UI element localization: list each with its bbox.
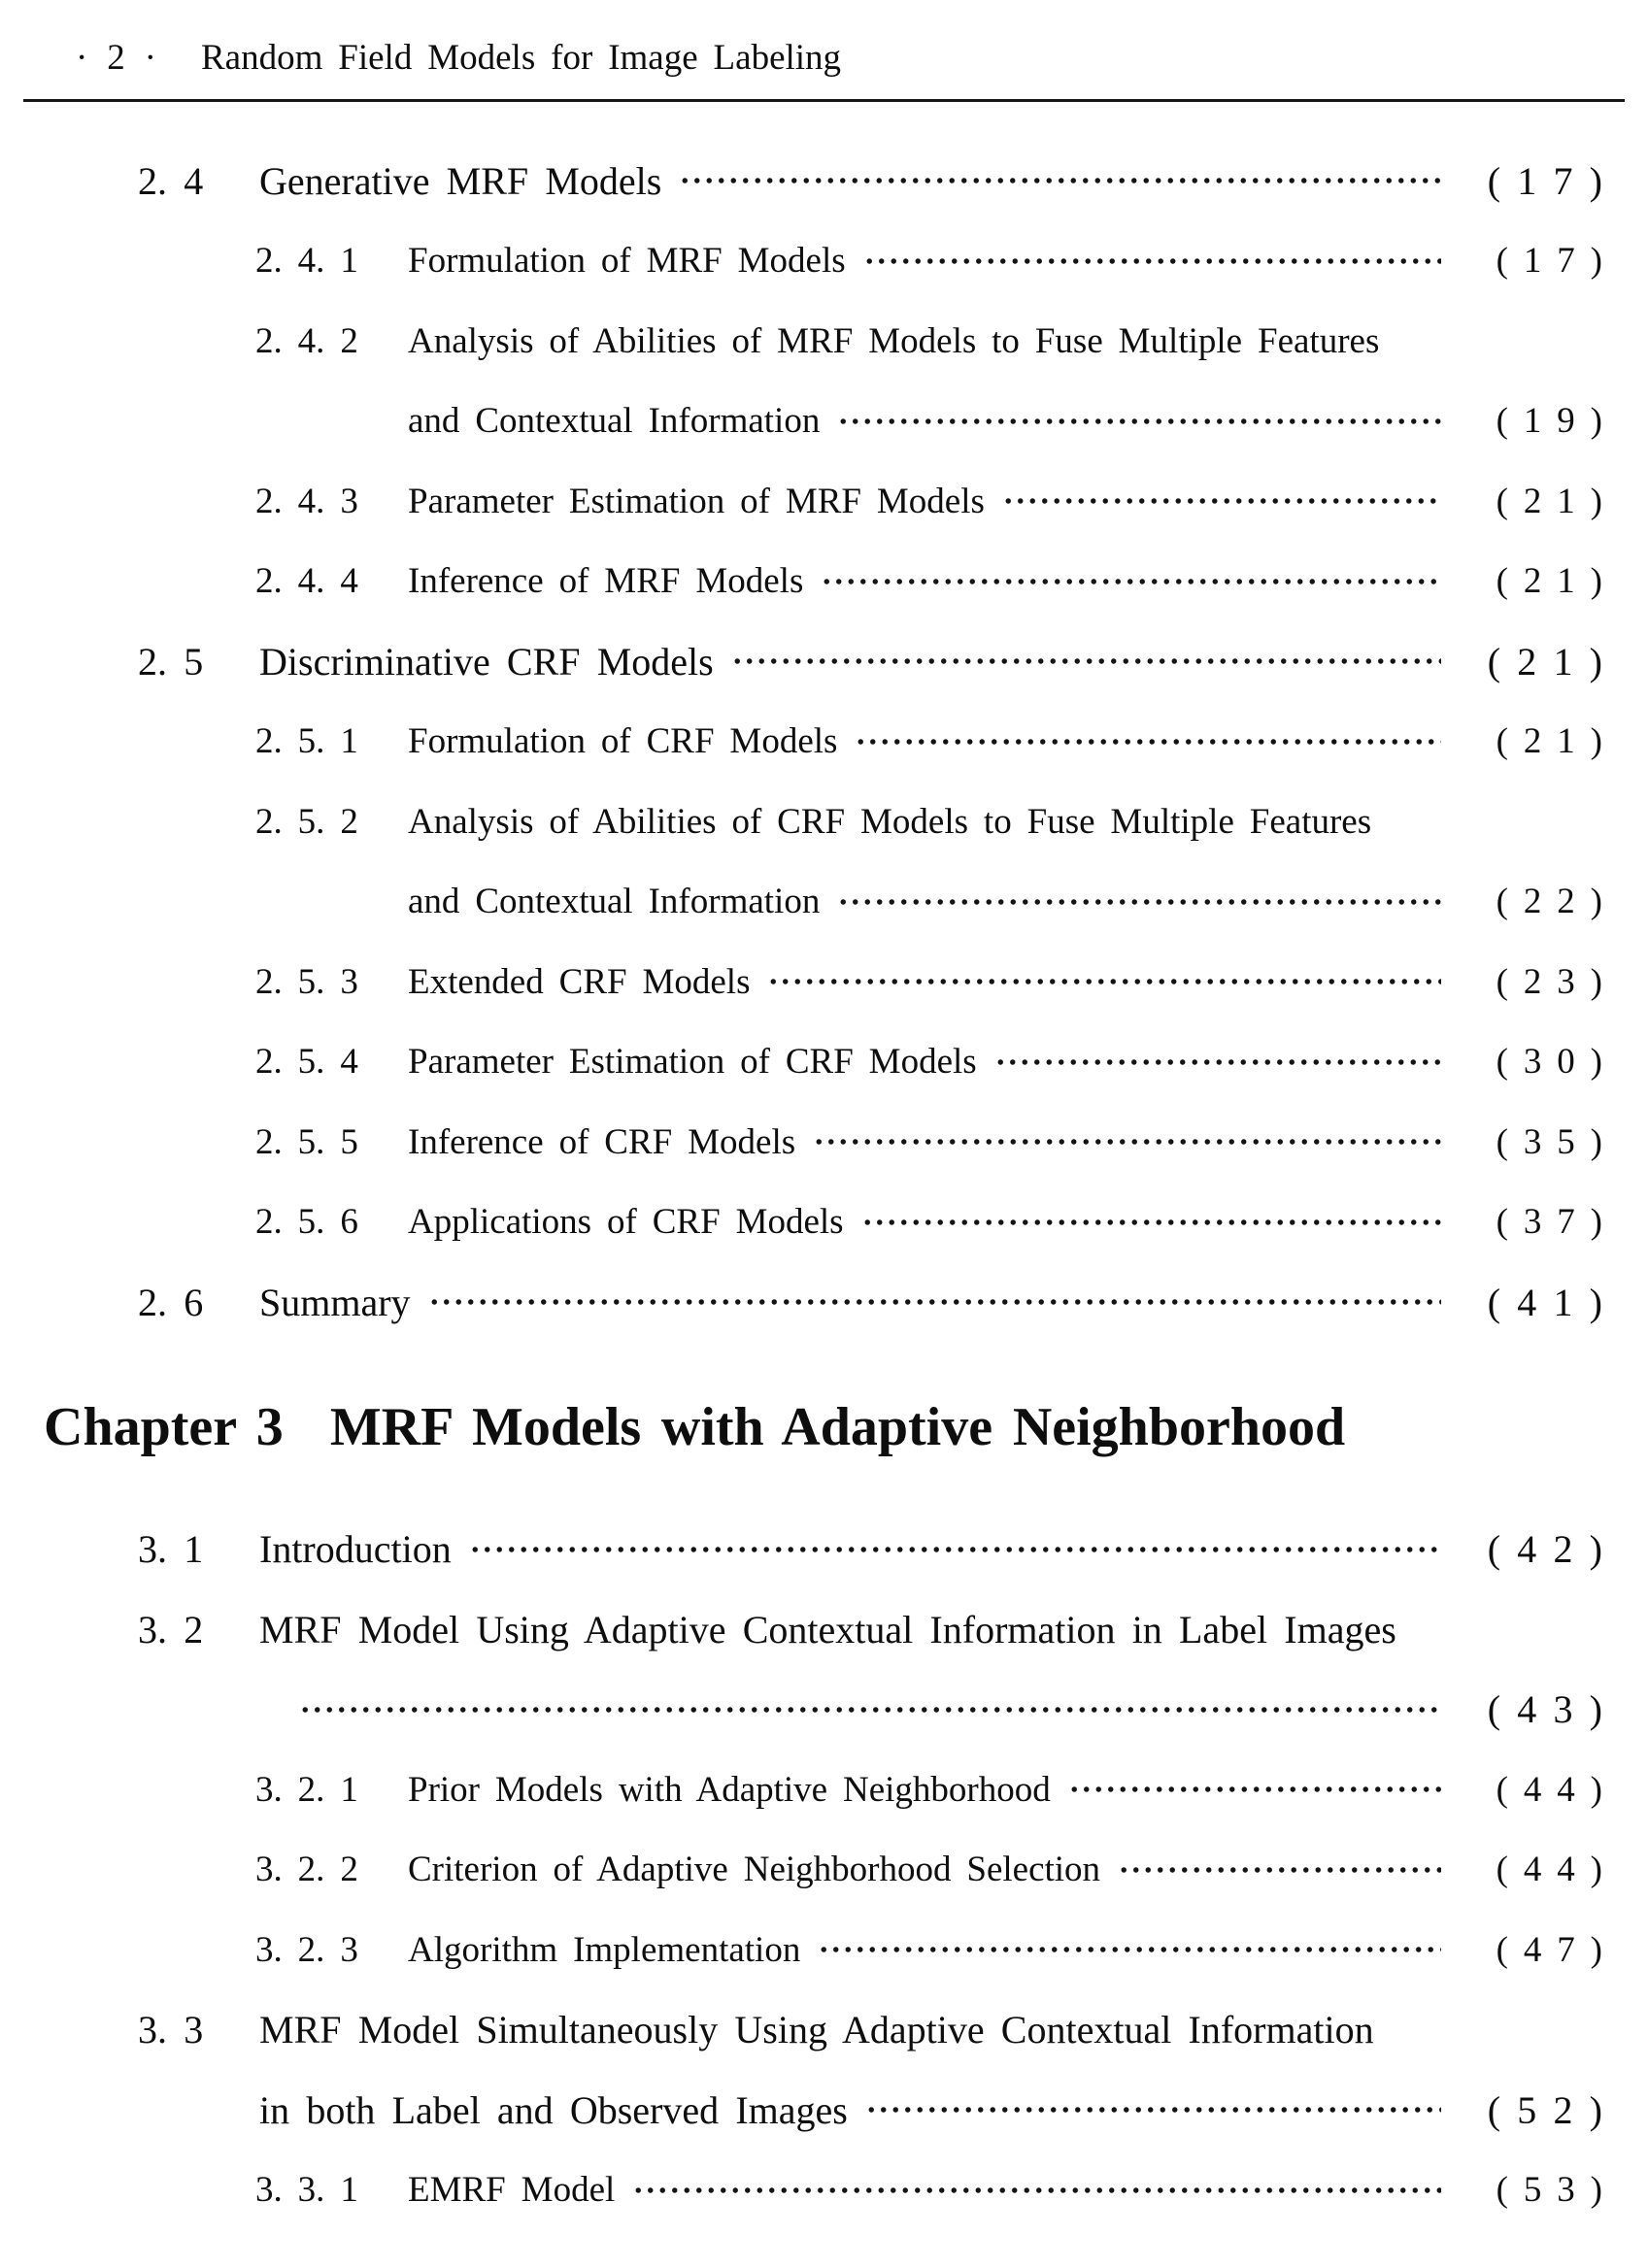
- entry-number: 3. 2. 2: [255, 1850, 358, 1890]
- toc-entry-2-4-2: [0, 301, 1648, 382]
- entry-page: ( 3 0 ): [1496, 1042, 1602, 1083]
- entry-number: 2. 5. 4: [255, 1042, 358, 1083]
- entry-page: ( 1 7 ): [1496, 241, 1602, 282]
- entry-number: 3. 2. 1: [255, 1769, 358, 1810]
- dot-leader: [299, 1690, 1441, 1729]
- toc-entry-2-6: [0, 1262, 1648, 1343]
- toc-entry-2-5-6: [0, 1183, 1648, 1263]
- entry-number: 2. 5. 2: [255, 801, 358, 842]
- entry-title: Summary: [259, 1280, 411, 1324]
- entry-page: ( 4 4 ): [1496, 1850, 1602, 1890]
- entry-title: Formulation of CRF Models: [408, 721, 838, 762]
- dot-leader: [731, 642, 1441, 681]
- entry-page: ( 3 5 ): [1496, 1121, 1602, 1162]
- dot-leader: [1118, 1851, 1441, 1889]
- entry-number: 2. 4: [138, 158, 204, 203]
- page-header: [0, 0, 1648, 82]
- entry-page: ( 5 2 ): [1487, 2087, 1602, 2132]
- toc-entry-2-5-1: [0, 702, 1648, 783]
- entry-title: Prior Models with Adaptive Neighborhood: [408, 1769, 1051, 1810]
- dot-leader: [837, 883, 1441, 921]
- toc-entry-2-5-2-continuation: [0, 862, 1648, 943]
- entry-page: ( 2 2 ): [1496, 882, 1602, 922]
- entry-title: Extended CRF Models: [408, 961, 751, 1002]
- entry-title: Generative MRF Models: [259, 158, 662, 203]
- entry-title: in both Label and Observed Images: [259, 2087, 848, 2132]
- entry-number: 2. 4. 1: [255, 241, 358, 282]
- toc-entry-3-3: [0, 1990, 1648, 2071]
- dot-leader: [813, 1122, 1441, 1161]
- toc-entry-2-4-4: [0, 542, 1648, 622]
- entry-title: Parameter Estimation of MRF Models: [408, 481, 985, 521]
- entry-title: Inference of MRF Models: [408, 561, 804, 602]
- toc-entry-3-3-1: [0, 2151, 1648, 2231]
- entry-number: 3. 1: [138, 1527, 204, 1572]
- entry-title: MRF Model Using Adaptive Contextual Information in Label Images: [259, 1607, 1396, 1651]
- dot-leader: [1002, 482, 1441, 520]
- entry-title: and Contextual Information: [408, 882, 821, 922]
- entry-title: EMRF Model: [408, 2170, 616, 2211]
- toc-entry-2-5-2: [0, 782, 1648, 862]
- entry-number: 3. 3. 1: [255, 2170, 358, 2211]
- entry-page: ( 2 1 ): [1496, 561, 1602, 602]
- dot-leader: [855, 722, 1441, 761]
- dot-leader: [469, 1530, 1441, 1569]
- entry-title: Parameter Estimation of CRF Models: [408, 1042, 977, 1083]
- entry-number: 2. 5. 6: [255, 1202, 358, 1243]
- entry-title: Introduction: [259, 1527, 452, 1572]
- entry-title: Discriminative CRF Models: [259, 639, 714, 684]
- toc-entry-2-4: [0, 141, 1648, 221]
- toc-entry-2-4-1: [0, 221, 1648, 302]
- running-book-title: Random Field Models for Image Labeling: [200, 38, 842, 78]
- entry-number: 2. 4. 2: [255, 320, 358, 361]
- dot-leader: [767, 962, 1441, 1001]
- toc-entry-2-5-4: [0, 1022, 1648, 1103]
- entry-page: ( 2 1 ): [1487, 639, 1602, 684]
- entry-title: Inference of CRF Models: [408, 1121, 796, 1162]
- dot-leader: [865, 2090, 1441, 2129]
- entry-page: ( 2 1 ): [1496, 481, 1602, 521]
- entry-page: ( 2 1 ): [1496, 721, 1602, 762]
- dot-leader: [818, 1930, 1441, 1969]
- dot-leader: [861, 1203, 1441, 1242]
- entry-page: ( 4 2 ): [1487, 1527, 1602, 1572]
- dot-leader: [863, 242, 1441, 281]
- dot-leader: [821, 562, 1441, 601]
- dot-leader: [994, 1043, 1441, 1082]
- toc-entry-2-5-3: [0, 942, 1648, 1022]
- entry-title: Algorithm Implementation: [408, 1929, 801, 1970]
- entry-number: 3. 2: [138, 1607, 204, 1651]
- entry-page: ( 3 7 ): [1496, 1202, 1602, 1243]
- entry-page: ( 4 4 ): [1496, 1769, 1602, 1810]
- dot-leader: [1068, 1770, 1441, 1809]
- entry-number: 2. 6: [138, 1280, 204, 1324]
- entry-title: and Contextual Information: [408, 401, 821, 442]
- entry-number: 2. 5: [138, 639, 204, 684]
- dot-leader: [837, 402, 1441, 441]
- dot-leader: [679, 161, 1441, 200]
- entry-number: 2. 4. 4: [255, 561, 358, 602]
- entry-page: ( 5 3 ): [1496, 2170, 1602, 2211]
- toc-entry-3-3-continuation: [0, 2070, 1648, 2151]
- entry-number: 2. 5. 3: [255, 961, 358, 1002]
- entry-title: MRF Model Simultaneously Using Adaptive Contextual Information: [259, 2008, 1374, 2052]
- toc-entry-3-2-1: [0, 1750, 1648, 1830]
- entry-page: ( 4 1 ): [1487, 1280, 1602, 1324]
- toc-entry-2-5-5: [0, 1102, 1648, 1183]
- entry-title: Analysis of Abilities of CRF Models to Fuse Multiple Features: [408, 801, 1372, 842]
- header-rule: [23, 99, 1625, 102]
- toc-part-chapter3: [0, 1510, 1648, 2231]
- entry-title: Criterion of Adaptive Neighborhood Selection: [408, 1850, 1101, 1890]
- toc-entry-3-2-continuation: [0, 1670, 1648, 1751]
- entry-number: 2. 5. 5: [255, 1121, 358, 1162]
- toc-entry-3-2: [0, 1589, 1648, 1670]
- entry-page: ( 2 3 ): [1496, 961, 1602, 1002]
- toc-entry-3-2-2: [0, 1830, 1648, 1911]
- entry-number: 2. 4. 3: [255, 481, 358, 521]
- entry-page: ( 1 9 ): [1496, 401, 1602, 442]
- entry-title: Formulation of MRF Models: [408, 241, 846, 282]
- toc-part-chapter2: [0, 141, 1648, 1343]
- page-number-marker: · 2 ·: [76, 38, 158, 78]
- entry-title: Applications of CRF Models: [408, 1202, 844, 1243]
- toc-entry-3-2-3: [0, 1910, 1648, 1990]
- dot-leader: [632, 2171, 1441, 2210]
- toc-entry-2-4-3: [0, 461, 1648, 542]
- chapter-label: Chapter 3: [44, 1396, 284, 1457]
- entry-number: 2. 5. 1: [255, 721, 358, 762]
- toc-entry-2-4-2-continuation: [0, 382, 1648, 462]
- entry-title: Analysis of Abilities of MRF Models to Fuse Multiple Features: [408, 320, 1380, 361]
- toc-entry-2-5: [0, 621, 1648, 702]
- dot-leader: [428, 1283, 1441, 1321]
- entry-page: ( 1 7 ): [1487, 158, 1602, 203]
- chapter-3-heading: [44, 1395, 1648, 1459]
- entry-page: ( 4 7 ): [1496, 1929, 1602, 1970]
- chapter-title: MRF Models with Adaptive Neighborhood: [329, 1396, 1346, 1457]
- entry-number: 3. 3: [138, 2008, 204, 2052]
- entry-number: 3. 2. 3: [255, 1929, 358, 1970]
- toc-entry-3-1: [0, 1510, 1648, 1590]
- entry-page: ( 4 3 ): [1487, 1687, 1602, 1732]
